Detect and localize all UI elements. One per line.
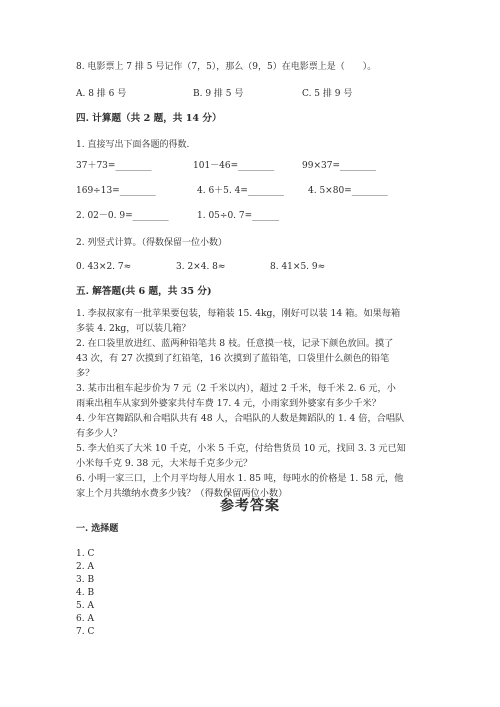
- calc-item: 4. 5×80=________: [308, 186, 388, 196]
- calc-item: 4. 6＋5. 4=________: [197, 186, 284, 196]
- problem-line: 43 次，有 27 次摸到了红铅笔，16 次摸到了蓝铅笔，口袋里什么颜色的铅笔: [76, 353, 390, 364]
- calc-item: 99×37=________: [302, 161, 376, 171]
- calc-q1-title: 1. 直接写出下面各题的得数.: [76, 140, 190, 150]
- problem-line: 4. 少年宫舞蹈队和合唱队共有 48 人，合唱队的人数是舞蹈队的 1. 4 倍，合唱队: [76, 413, 405, 424]
- problem-line: 2. 在口袋里放进红、蓝两种铅笔共 8 枝。任意摸一枝，记录下颜色放回。摸了: [76, 338, 394, 349]
- problem-line: 小米每千克 9. 38 元，大米每千克多少元？: [76, 458, 253, 469]
- section-5-heading: 五. 解答题(共 6 题，共 35 分): [76, 286, 212, 297]
- calc-item: 37＋73=________: [76, 161, 152, 171]
- problem-line: 3. 某市出租车起步价为 7 元（2 千米以内），超过 2 千米，每千米 2. 6 元，小: [76, 383, 396, 394]
- problem-line: 1. 李叔叔家有一批苹果要包装，每箱装 15. 4kg，刚好可以装 14 箱。如果每箱: [76, 308, 401, 319]
- calc-item: 2. 02－0. 9=________: [76, 211, 169, 221]
- vertical-calc-item: 8. 41×5. 9≈: [270, 262, 326, 272]
- question-8-option-b: B. 9 排 5 号: [193, 89, 244, 99]
- calc-q2-title: 2. 列竖式计算。（得数保留一位小数）: [76, 238, 227, 248]
- answer-item: 5. A: [76, 601, 94, 611]
- answer-item: 2. A: [76, 562, 94, 572]
- answer-key-title: 参考答案: [220, 498, 280, 514]
- problem-line: 5. 李大伯买了大米 10 千克，小米 5 千克，付给售货员 10 元，找回 3. 3 元已知: [76, 443, 406, 454]
- answer-item: 7. C: [76, 627, 95, 637]
- question-8-option-c: C. 5 排 9 号: [302, 89, 353, 99]
- calc-item: 101－46=________: [193, 161, 275, 171]
- answer-item: 6. A: [76, 614, 94, 624]
- vertical-calc-item: 0. 43×2. 7≈: [76, 262, 132, 272]
- question-8-option-a: A. 8 排 6 号: [76, 89, 127, 99]
- answer-section-heading: 一. 选择题: [76, 524, 119, 534]
- word-problems: [76, 306, 428, 501]
- answer-item: 3. B: [76, 575, 95, 585]
- calc-item: 1. 05÷0. 7=______: [197, 211, 280, 221]
- answer-item: 4. B: [76, 588, 95, 598]
- problem-line: 多？: [76, 368, 95, 379]
- question-8-stem: 8. 电影票上 7 排 5 号记作（7，5），那么（9，5）在电影票上是（ ）。: [76, 62, 377, 72]
- problem-line: 雨乘出租车从家到外婆家共付车费 17. 4 元，小雨家到外婆家有多少千米？: [76, 398, 381, 409]
- calc-item: 169÷13=________: [76, 186, 156, 196]
- problem-line: 家上个月共缴纳水费多少钱？（得数保留两位小数）: [76, 488, 288, 499]
- problem-line: 有多少人？: [76, 428, 122, 439]
- section-4-heading: 四. 计算题（共 2 题，共 14 分）: [76, 113, 222, 124]
- problem-line: 6. 小明一家三口，上个月平均每人用水 1. 85 吨，每吨水的价格是 1. 58 元，他: [76, 473, 404, 484]
- vertical-calc-item: 3. 2×4. 8≈: [176, 262, 226, 272]
- problem-line: 多装 4. 2kg，可以装几箱？: [76, 323, 191, 334]
- answer-item: 1. C: [76, 549, 95, 559]
